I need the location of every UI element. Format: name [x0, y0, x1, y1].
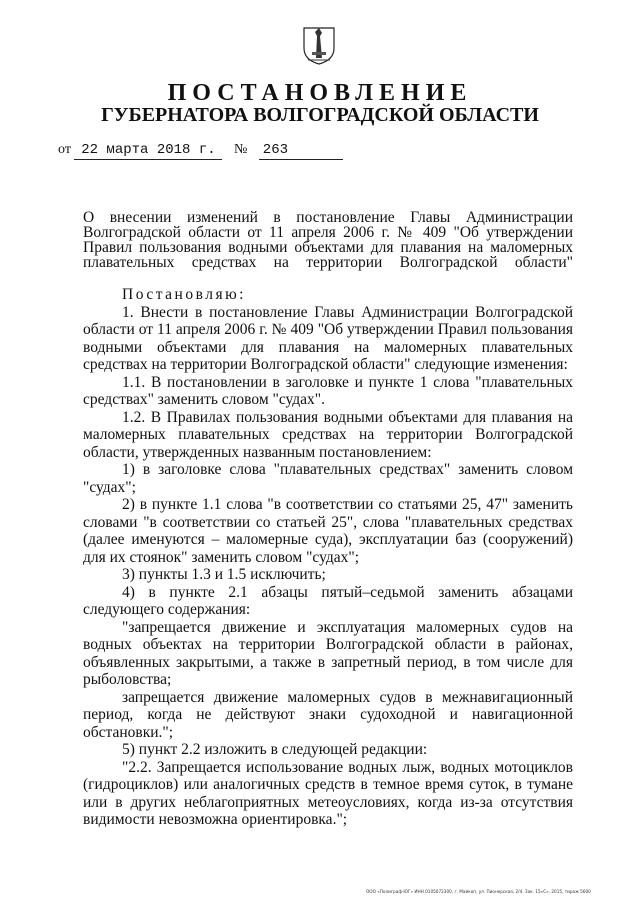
- body-paragraph: 1) в заголовке слова "плавательных средствах" заменить словом "судах";: [83, 461, 573, 496]
- number-label: №: [233, 142, 248, 157]
- body-paragraph: 5) пункт 2.2 изложить в следующей редакции:: [122, 741, 428, 758]
- coat-of-arms-icon: [296, 22, 342, 66]
- document-number-line: [58, 142, 343, 160]
- date-prefix: от: [58, 142, 71, 157]
- body-paragraph: 4) в пункте 2.1 абзацы пятый–седьмой заменить абзацами следующего содержания:: [83, 583, 573, 618]
- body-paragraph: 2) в пункте 1.1 слова "в соответствии со статьями 25, 47" заменить словами "в соответствии со статьей 25", слова "плавательных средствах (далее именуются – маломерные суда), эксплуатации баз (сооружений) для их стоянок" заменить словом "судах";: [83, 496, 573, 566]
- document-title: ПОСТАНОВЛЕНИЕ: [167, 80, 473, 106]
- body-paragraph: 3) пункты 1.3 и 1.5 исключить;: [122, 566, 326, 583]
- document-date: 22 марта 2018 г.: [74, 142, 222, 160]
- body-paragraph: запрещается движение маломерных судов в межнавигационный период, когда не действуют знаки судоходной и навигационной обстановки.";: [83, 688, 573, 741]
- body-paragraph: "запрещается движение и эксплуатация маломерных судов на водных объектах на территории Волгоградской области в районах, объявленных закрытыми, а также в запретный период, в том числе для рыболовства;: [83, 618, 573, 688]
- document-body: [83, 286, 573, 829]
- document-issuer: ГУБЕРНАТОРА ВОЛГОГРАДСКОЙ ОБЛАСТИ: [101, 104, 539, 126]
- body-paragraph: 1.1. В постановлении в заголовке и пункте 1 слова "плавательных средствах" заменить словом "судах".: [83, 373, 573, 408]
- body-paragraph: 1.2. В Правилах пользования водными объектами для плавания на маломерных плавательных средствах на территории Волгоградской области, утвержденных названным постановлением:: [83, 408, 573, 461]
- document-subject: О внесении изменений в постановление Главы Администрации Волгоградской области от 11 апреля 2006 г. № 409 "Об утверждении Правил пользования водными объектами для плавания на маломерных плавательных средствах на территории Волгоградской области": [83, 209, 573, 271]
- document-number: 263: [259, 142, 343, 160]
- body-paragraph: 1. Внести в постановление Главы Администрации Волгоградской области от 11 апреля 2006 г. № 409 "Об утверждении Правил пользования водными объектами для плавания на маломерных плавательных средствах на территории Волгоградской области" следующие изменения:: [83, 303, 573, 373]
- body-paragraph: "2.2. Запрещается использование водных лыж, водных мотоциклов (гидроциклов) или аналогичных средств в темное время суток, в тумане или в других неблагоприятных метеоусловиях, когда из-за отсутствия видимости невозможна ориентировка.";: [83, 758, 573, 828]
- decree-word: Постановляю:: [122, 286, 246, 303]
- printer-imprint: ООО «Полиграф-ЮГ» ИНН 0105072300, г. Майкоп, ул. Пионерская, 2/4. Зак. 15«С», 2015, тираж 5600: [366, 889, 591, 894]
